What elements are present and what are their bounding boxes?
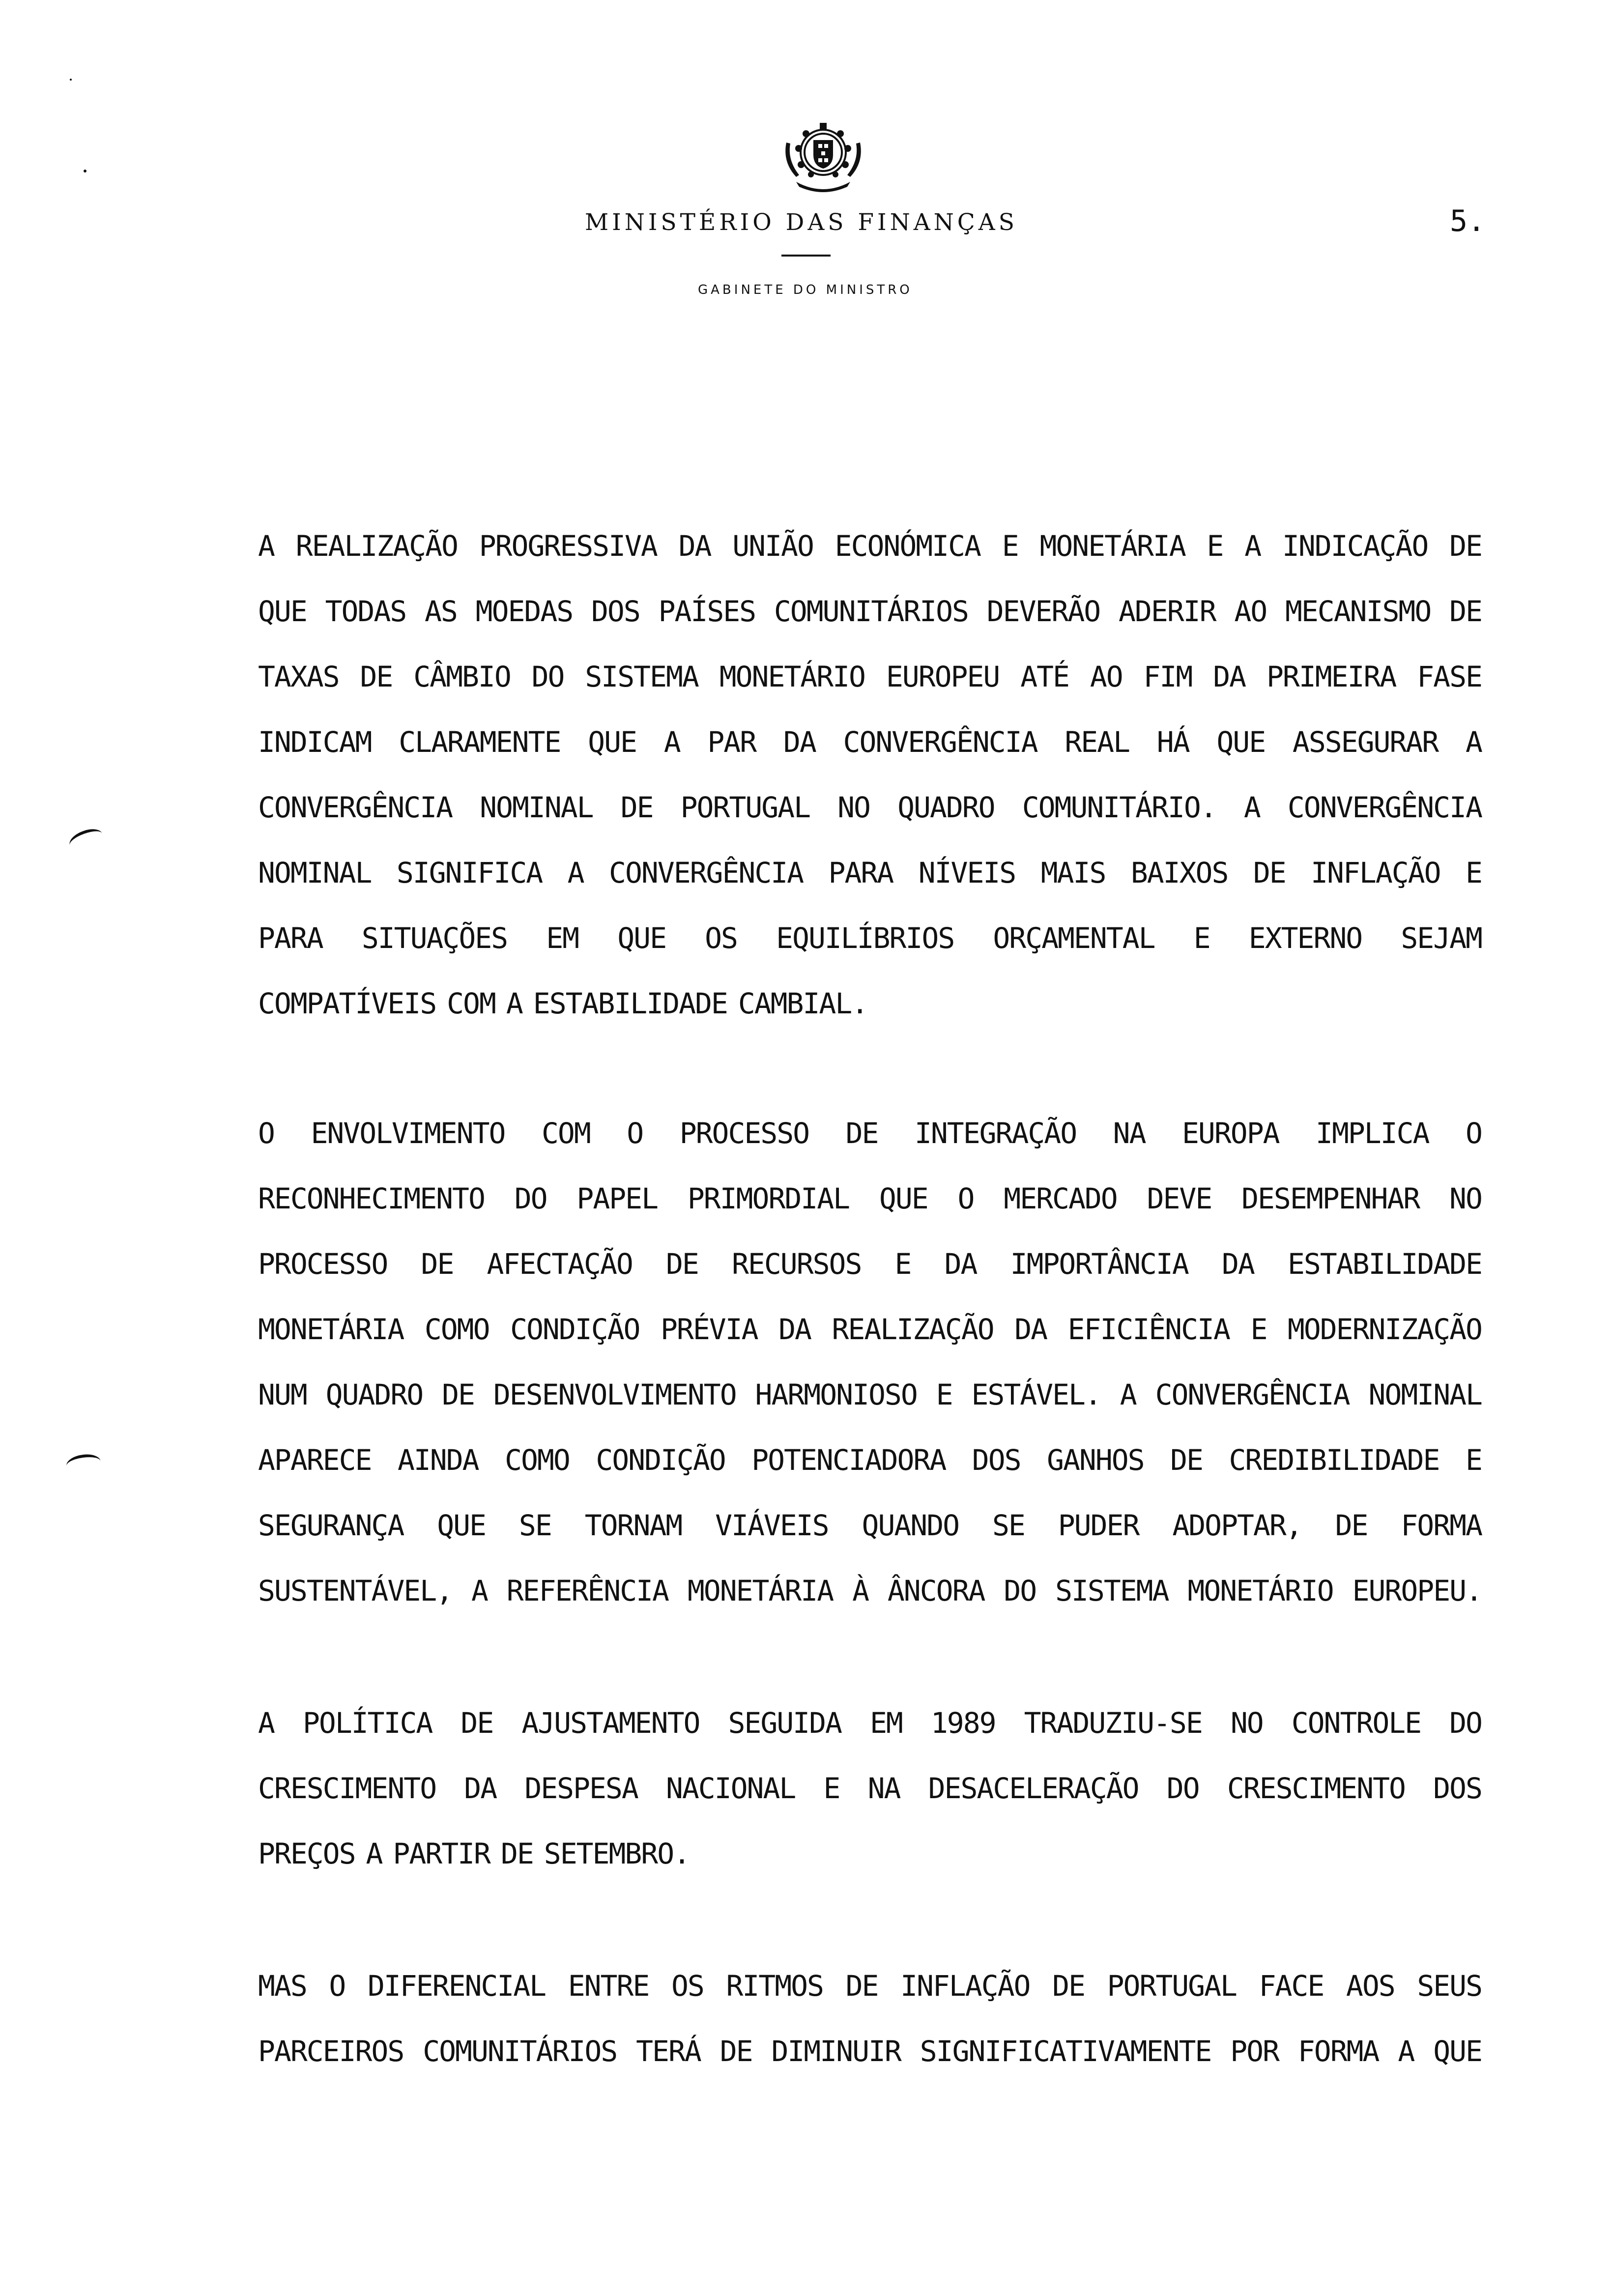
word: SEUS (1417, 1969, 1482, 2003)
word: CONDIÇÃO (596, 1443, 725, 1477)
word: DA (678, 529, 711, 563)
word: PRIMORDIAL (687, 1182, 850, 1215)
word: DE (1449, 595, 1482, 628)
page-number: 5. (1450, 204, 1486, 238)
word: REALIZAÇÃO (832, 1313, 994, 1346)
word: MONETÁRIA (258, 1313, 404, 1346)
paragraph-1 (258, 514, 1482, 1036)
text-line (258, 1101, 1482, 1166)
word: CONTROLE (1291, 1706, 1421, 1740)
word: DIFERENCIAL (367, 1969, 546, 2003)
word: INDICAÇÃO (1282, 529, 1428, 563)
word: AOS (1346, 1969, 1395, 2003)
word: ESTABILIDADE (533, 987, 727, 1020)
word: POTENCIADORA (751, 1443, 946, 1477)
word: RITMOS (726, 1969, 823, 2003)
word: DOS (972, 1443, 1021, 1477)
word: DA (783, 725, 816, 759)
word: DA (464, 1772, 497, 1805)
word: COM (541, 1117, 590, 1150)
word: E (1250, 1313, 1267, 1346)
word: ESTABILIDADE (1287, 1247, 1482, 1281)
word: PRÉVIA (661, 1313, 758, 1346)
word: DE (500, 1837, 533, 1870)
word: NOMINAL (1368, 1378, 1482, 1411)
word: A (471, 1574, 488, 1607)
word: SUSTENTÁVEL, (258, 1574, 453, 1607)
word: NO (837, 791, 870, 824)
word: SIGNIFICATIVAMENTE (920, 2035, 1211, 2068)
text-line (258, 2019, 1482, 2084)
word: DA (1221, 1247, 1254, 1281)
word: DE (666, 1247, 698, 1281)
word: EUROPEU. (1352, 1574, 1482, 1607)
word: MERCADO (1004, 1182, 1117, 1215)
word: TAXAS (258, 660, 339, 693)
word: SISTEMA (1055, 1574, 1169, 1607)
word: DA (778, 1313, 811, 1346)
word: A (1465, 725, 1482, 759)
word: DA (944, 1247, 977, 1281)
text-line (258, 1232, 1482, 1297)
ministry-title: MINISTÉRIO DAS FINANÇAS (585, 209, 1018, 236)
word: A (258, 529, 274, 563)
word: NACIONAL (665, 1772, 796, 1805)
word: OS (705, 921, 737, 955)
word: CREDIBILIDADE (1229, 1443, 1439, 1477)
word: DESENVOLVIMENTO (493, 1378, 736, 1411)
word: CONDIÇÃO (510, 1313, 640, 1346)
word: ÂNCORA (887, 1574, 985, 1607)
word: ENVOLVIMENTO (311, 1117, 505, 1150)
word: MODERNIZAÇÃO (1287, 1313, 1482, 1346)
word: CONVERGÊNCIA (1287, 791, 1482, 824)
word: EFICIÊNCIA (1067, 1313, 1230, 1346)
word: FASE (1417, 660, 1482, 693)
word: FACE (1259, 1969, 1324, 2003)
word: OS (671, 1969, 704, 2003)
word: INFLAÇÃO (1311, 856, 1440, 890)
word: HARMONIOSO (755, 1378, 917, 1411)
word: QUADRO (897, 791, 995, 824)
text-line (258, 1428, 1482, 1493)
word: COMUNITÁRIOS (774, 595, 968, 628)
word: PROCESSO (258, 1247, 388, 1281)
word: QUE (258, 595, 307, 628)
word: PARA (828, 856, 893, 890)
word: QUE (879, 1182, 928, 1215)
word: DESEMPENHAR (1241, 1182, 1420, 1215)
word: NÍVEIS (918, 856, 1016, 890)
word: QUE (617, 921, 666, 955)
word: DA (1213, 660, 1246, 693)
word: A (506, 987, 522, 1020)
word: IMPORTÂNCIA (1010, 1247, 1188, 1281)
word: EM (869, 1706, 902, 1740)
word: INFLAÇÃO (900, 1969, 1030, 2003)
word: O (627, 1117, 643, 1150)
text-line (258, 1756, 1482, 1821)
text-line (258, 644, 1482, 710)
text-line (258, 1821, 1482, 1887)
word: O (1466, 1117, 1482, 1150)
word: GANHOS (1047, 1443, 1144, 1477)
word: PARTIR (393, 1837, 490, 1870)
word: COMUNITÁRIO. (1022, 791, 1216, 824)
word: QUE (437, 1509, 486, 1542)
text-line (258, 840, 1482, 906)
word: ASSEGURAR (1292, 725, 1439, 759)
text-line (258, 971, 1482, 1036)
word: DO (1449, 1706, 1482, 1740)
word: QUADRO (325, 1378, 423, 1411)
word: À (852, 1574, 868, 1607)
word: RECURSOS (732, 1247, 862, 1281)
word: EUROPEU (886, 660, 1000, 693)
word: O (329, 1969, 345, 2003)
word: SETEMBRO. (544, 1837, 690, 1870)
word: MONETÁRIO (1187, 1574, 1333, 1607)
word: AO (1234, 595, 1267, 628)
word: AINDA (397, 1443, 479, 1477)
paragraph-4 (258, 1953, 1482, 2084)
word: O (957, 1182, 974, 1215)
word: A (366, 1837, 382, 1870)
word: NO (1230, 1706, 1263, 1740)
word: EXTERNO (1248, 921, 1362, 955)
word: MAIS (1040, 856, 1106, 890)
word: NOMINAL (258, 856, 372, 890)
word: QUE (1433, 2035, 1482, 2068)
text-line (258, 710, 1482, 775)
word: E (1002, 529, 1018, 563)
word: REAL (1065, 725, 1130, 759)
word: REFERÊNCIA (506, 1574, 668, 1607)
word: REALIZAÇÃO (295, 529, 458, 563)
word: COM (447, 987, 495, 1020)
word: SEGURANÇA (258, 1509, 404, 1542)
word: DESPESA (524, 1772, 638, 1805)
word: COMUNITÁRIOS (423, 2035, 617, 2068)
word: PAÍSES (658, 595, 756, 628)
word: PARA (258, 921, 323, 955)
text-line (258, 1953, 1482, 2019)
text-line (258, 1166, 1482, 1232)
text-line (258, 1691, 1482, 1756)
word: A (663, 725, 680, 759)
word: PRIMEIRA (1266, 660, 1396, 693)
word: QUANDO (862, 1509, 959, 1542)
word: MONETÁRIA (1039, 529, 1185, 563)
word: CONVERGÊNCIA (609, 856, 804, 890)
word: PORTUGAL (680, 791, 810, 824)
scan-speck (84, 170, 86, 172)
word: DE (1335, 1509, 1368, 1542)
word: PREÇOS (258, 1837, 355, 1870)
word: SEJAM (1401, 921, 1482, 955)
word: CONVERGÊNCIA (843, 725, 1037, 759)
word: E (1193, 921, 1210, 955)
word: DE (461, 1706, 493, 1740)
word: ORÇAMENTAL (993, 921, 1155, 955)
word: NUM (258, 1378, 307, 1411)
word: PUDER (1058, 1509, 1139, 1542)
punch-hole-mark (65, 1452, 102, 1474)
word: AFECTAÇÃO (487, 1247, 633, 1281)
word: CÂMBIO (413, 660, 511, 693)
word: FORMA (1297, 2035, 1379, 2068)
word: E (894, 1247, 911, 1281)
word: DO (531, 660, 564, 693)
word: MAS (258, 1969, 307, 2003)
word: AJUSTAMENTO (521, 1706, 700, 1740)
word: RECONHECIMENTO (258, 1182, 485, 1215)
word: E (1465, 1443, 1482, 1477)
word: DA (1014, 1313, 1047, 1346)
word: MECANISMO (1285, 595, 1431, 628)
text-line (258, 906, 1482, 971)
word: SISTEMA (585, 660, 698, 693)
word: DE (845, 1117, 878, 1150)
word: DO (1004, 1574, 1036, 1607)
text-line (258, 1493, 1482, 1558)
text-line (258, 579, 1482, 644)
paragraph-3 (258, 1691, 1482, 1887)
word: PORTUGAL (1107, 1969, 1237, 2003)
word: E (1465, 856, 1482, 890)
word: DE (1449, 529, 1482, 563)
word: SE (518, 1509, 551, 1542)
word: SE (992, 1509, 1025, 1542)
word: ADERIR (1118, 595, 1216, 628)
word: INTEGRAÇÃO (914, 1117, 1077, 1150)
word: POR (1230, 2035, 1279, 2068)
word: EQUILÍBRIOS (776, 921, 954, 955)
word: DESACELERAÇÃO (928, 1772, 1139, 1805)
word: EM (546, 921, 579, 955)
word: BAIXOS (1130, 856, 1228, 890)
word: NA (867, 1772, 900, 1805)
text-line (258, 775, 1482, 840)
text-line (258, 1558, 1482, 1624)
cabinet-subtitle: GABINETE DO MINISTRO (698, 283, 913, 297)
word: E (936, 1378, 952, 1411)
word: QUE (1216, 725, 1266, 759)
punch-hole-mark (67, 825, 105, 854)
word: COMO (505, 1443, 570, 1477)
paragraph-2 (258, 1101, 1482, 1624)
word: DE (360, 660, 393, 693)
word: DE (1052, 1969, 1085, 2003)
coat-of-arms-emblem (777, 113, 870, 197)
word: A (1120, 1378, 1136, 1411)
word: QUE (588, 725, 636, 759)
word: FORMA (1401, 1509, 1482, 1542)
word: CAMBIAL. (738, 987, 868, 1020)
word: NO (1449, 1182, 1482, 1215)
word: CONVERGÊNCIA (1155, 1378, 1350, 1411)
word: 1989 (930, 1706, 996, 1740)
word: A (1243, 791, 1260, 824)
word: PAPEL (576, 1182, 658, 1215)
word: E (1207, 529, 1223, 563)
word: FIM (1143, 660, 1192, 693)
word: DE (1170, 1443, 1203, 1477)
text-line (258, 1362, 1482, 1428)
word: SIGNIFICA (396, 856, 543, 890)
word: DEVE (1147, 1182, 1212, 1215)
text-line (258, 1297, 1482, 1362)
word: NA (1113, 1117, 1146, 1150)
word: DOS (1433, 1772, 1482, 1805)
word: ECONÓMICA (835, 529, 980, 563)
word: DE (421, 1247, 454, 1281)
word: A (1398, 2035, 1414, 2068)
word: APARECE (258, 1443, 372, 1477)
word: ATÉ (1020, 660, 1069, 693)
word: DIMINUIR (771, 2035, 901, 2068)
word: DE (1253, 856, 1286, 890)
word: MONETÁRIO (719, 660, 865, 693)
word: DE (845, 1969, 878, 2003)
word: DE (442, 1378, 474, 1411)
word: DEVERÃO (986, 595, 1100, 628)
word: SITUAÇÕES (361, 921, 508, 955)
word: TRADUZIU-SE (1024, 1706, 1202, 1740)
text-line (258, 514, 1482, 579)
word: A (258, 1706, 274, 1740)
word: DO (514, 1182, 547, 1215)
word: MONETÁRIA (687, 1574, 834, 1607)
word: TORNAM (584, 1509, 682, 1542)
header-rule (781, 255, 831, 257)
word: CRESCIMENTO (1227, 1772, 1405, 1805)
word: A (1244, 529, 1261, 563)
word: DOS (591, 595, 640, 628)
word: AS (425, 595, 457, 628)
word: POLÍTICA (302, 1706, 432, 1740)
word: PROGRESSIVA (479, 529, 657, 563)
word: ESTÁVEL. (971, 1378, 1101, 1411)
word: SEGUIDA (728, 1706, 841, 1740)
word: PAR (707, 725, 756, 759)
word: NOMINAL (480, 791, 593, 824)
word: O (258, 1117, 274, 1150)
word: TODAS (325, 595, 406, 628)
scan-speck (70, 79, 72, 81)
word: ENTRE (568, 1969, 649, 2003)
word: VIÁVEIS (715, 1509, 829, 1542)
word: COMO (424, 1313, 489, 1346)
word: TERÁ (636, 2035, 701, 2068)
word: ADOPTAR, (1172, 1509, 1302, 1542)
word: E (823, 1772, 840, 1805)
word: MOEDAS (475, 595, 573, 628)
word: INDICAM (258, 725, 372, 759)
word: UNIÃO (732, 529, 813, 563)
word: PROCESSO (679, 1117, 809, 1150)
word: A (567, 856, 584, 890)
word: DO (1166, 1772, 1199, 1805)
word: COMPATÍVEIS (258, 987, 436, 1020)
word: PARCEIROS (258, 2035, 404, 2068)
word: CONVERGÊNCIA (258, 791, 453, 824)
word: CLARAMENTE (399, 725, 561, 759)
word: CRESCIMENTO (258, 1772, 436, 1805)
word: EUROPA (1182, 1117, 1279, 1150)
word: AO (1090, 660, 1123, 693)
word: DE (620, 791, 653, 824)
word: DE (720, 2035, 752, 2068)
word: IMPLICA (1316, 1117, 1429, 1150)
word: HÁ (1156, 725, 1189, 759)
